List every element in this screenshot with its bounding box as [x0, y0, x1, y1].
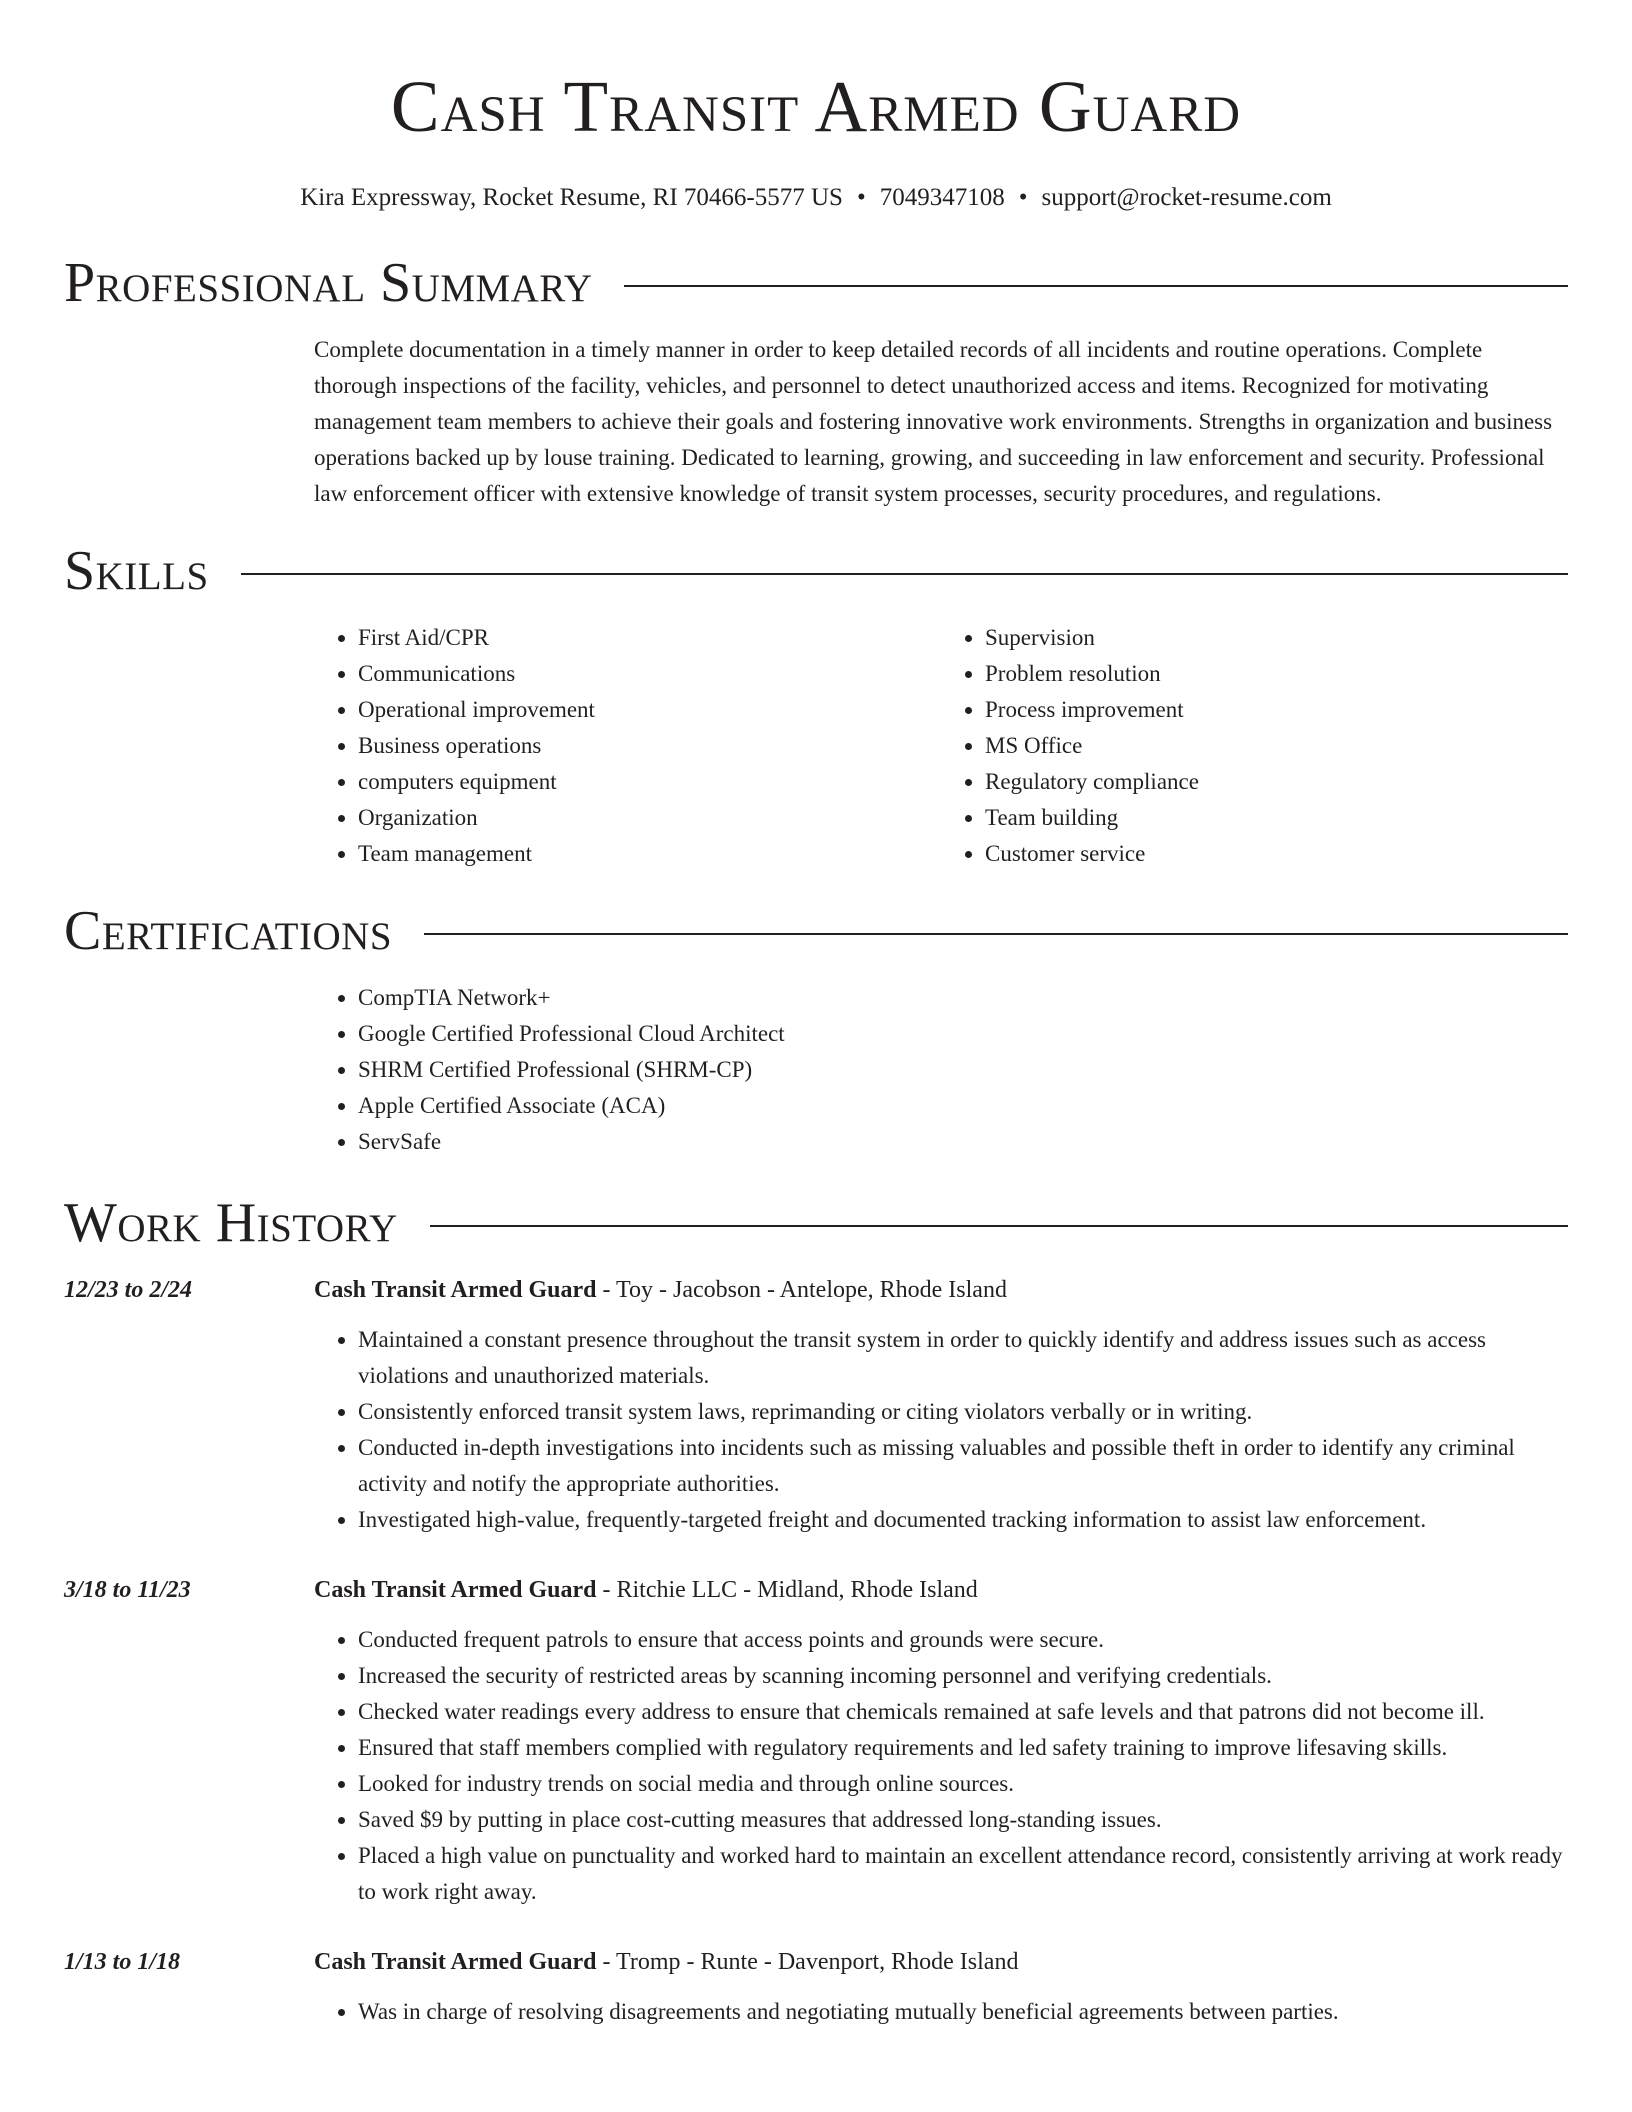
skill-item: • Process improvement: [985, 692, 1568, 728]
certification-item: • Google Certified Professional Cloud Architect: [358, 1016, 1568, 1052]
certification-item: • CompTIA Network+: [358, 980, 1568, 1016]
section-title-skills: Skills: [64, 540, 209, 602]
job-dates: 1/13 to 1/18: [64, 1949, 181, 1975]
job-heading: [314, 1572, 1568, 1608]
candidate-name: Cash Transit Armed Guard: [390, 66, 1242, 147]
skill-item: • Customer service: [985, 836, 1568, 872]
skills-list: [314, 620, 1568, 872]
skill-item: • Operational improvement: [358, 692, 941, 728]
job-bullet: • Checked water readings every address to ensure that chemicals remained at safe levels and that patrons did not become ill.: [358, 1694, 1568, 1730]
job-heading: [314, 1944, 1568, 1980]
skill-item: • First Aid/CPR: [358, 620, 941, 656]
job-bullet: • Looked for industry trends on social media and through online sources.: [358, 1766, 1568, 1802]
section-title-work-history: Work History: [64, 1192, 398, 1254]
skill-item: • Business operations: [358, 728, 941, 764]
contact-phone: 7049347108: [879, 184, 1005, 211]
skills-column-left: [314, 620, 941, 872]
job-bullets: [314, 1322, 1568, 1538]
skill-item: • Problem resolution: [985, 656, 1568, 692]
section-header-skills: [64, 538, 1568, 604]
job-bullet: • Maintained a constant presence throughout the transit system in order to quickly identify and address issues such as access violations and unauthorized materials.: [358, 1322, 1568, 1394]
certifications-list: [314, 980, 1568, 1160]
job-title: Cash Transit Armed Guard: [314, 1577, 597, 1603]
skill-item: • MS Office: [985, 728, 1568, 764]
job-bullet: • Conducted in-depth investigations into incidents such as missing valuables and possible theft in order to identify any criminal activity and notify the appropriate authorities.: [358, 1430, 1568, 1502]
job-company: - Tromp - Runte - Davenport, Rhode Island: [596, 1949, 1019, 1975]
job-company: - Ritchie LLC - Midland, Rhode Island: [596, 1577, 978, 1603]
certification-item: • Apple Certified Associate (ACA): [358, 1088, 1568, 1124]
section-header-summary: [64, 250, 1568, 316]
job-detail: [314, 1572, 1568, 1910]
summary-text: Complete documentation in a timely manner in order to keep detailed records of all incidents and routine operations. Complete thorough inspections of the facility, vehicles, and personnel to detect unauthorized access and items. Recognized for motivating management team members to achieve their goals and fostering innovative work environments. Strengths in organization and business operations backed up by louse training. Dedicated to learning, growing, and succeeding in law enforcement and security. Professional law enforcement officer with extensive knowledge of transit system processes, security procedures, and regulations.: [314, 337, 1553, 506]
job-dates: 3/18 to 11/23: [64, 1577, 191, 1603]
contact-address: Kira Expressway, Rocket Resume, RI 70466-5577 US: [300, 184, 843, 211]
section-header-certifications: [64, 898, 1568, 964]
job-bullet: • Was in charge of resolving disagreements and negotiating mutually beneficial agreements between parties.: [358, 1994, 1568, 2030]
skill-item: • computers equipment: [358, 764, 941, 800]
job-bullet: • Investigated high-value, frequently-targeted freight and documented tracking information to assist law enforcement.: [358, 1502, 1568, 1538]
job-company: - Toy - Jacobson - Antelope, Rhode Island: [596, 1277, 1007, 1303]
skill-item: • Team management: [358, 836, 941, 872]
skills-column-right: [941, 620, 1568, 872]
job-detail: [314, 1944, 1568, 2030]
certification-item: • ServSafe: [358, 1124, 1568, 1160]
section-title-summary: Professional Summary: [64, 252, 593, 314]
job-bullet: • Conducted frequent patrols to ensure that access points and grounds were secure.: [358, 1622, 1568, 1658]
job-bullet: • Increased the security of restricted areas by scanning incoming personnel and verifying credentials.: [358, 1658, 1568, 1694]
skill-item: • Communications: [358, 656, 941, 692]
section-title-certifications: Certifications: [64, 900, 393, 962]
job-bullet: • Consistently enforced transit system laws, reprimanding or citing violators verbally or in writing.: [358, 1394, 1568, 1430]
contact-separator: •: [856, 184, 866, 211]
job-bullet: • Ensured that staff members complied with regulatory requirements and led safety training to improve lifesaving skills.: [358, 1730, 1568, 1766]
job-entry: [64, 1944, 1568, 2030]
section-header-work-history: [64, 1190, 1568, 1256]
job-entry: [64, 1272, 1568, 1538]
job-entry: [64, 1572, 1568, 1910]
skill-item: • Regulatory compliance: [985, 764, 1568, 800]
job-title: Cash Transit Armed Guard: [314, 1949, 597, 1975]
certification-item: • SHRM Certified Professional (SHRM-CP): [358, 1052, 1568, 1088]
job-bullets: [314, 1994, 1568, 2030]
skill-item: • Organization: [358, 800, 941, 836]
contact-email: support@rocket-resume.com: [1041, 184, 1332, 211]
section-divider: [430, 1225, 1568, 1227]
job-title: Cash Transit Armed Guard: [314, 1277, 597, 1303]
resume-page: [64, 0, 1568, 2030]
job-dates: 12/23 to 2/24: [64, 1277, 193, 1303]
job-bullet: • Placed a high value on punctuality and worked hard to maintain an excellent attendance record, consistently arriving at work ready to work right away.: [358, 1838, 1568, 1910]
job-bullet: • Saved $9 by putting in place cost-cutting measures that addressed long-standing issues.: [358, 1802, 1568, 1838]
job-detail: [314, 1272, 1568, 1538]
section-divider: [424, 933, 1568, 935]
job-bullets: [314, 1622, 1568, 1910]
skill-item: • Team building: [985, 800, 1568, 836]
contact-separator: •: [1018, 184, 1028, 211]
job-heading: [314, 1272, 1568, 1308]
skill-item: • Supervision: [985, 620, 1568, 656]
section-divider: [241, 573, 1568, 575]
section-divider: [624, 285, 1568, 287]
contact-line: [64, 182, 1568, 214]
